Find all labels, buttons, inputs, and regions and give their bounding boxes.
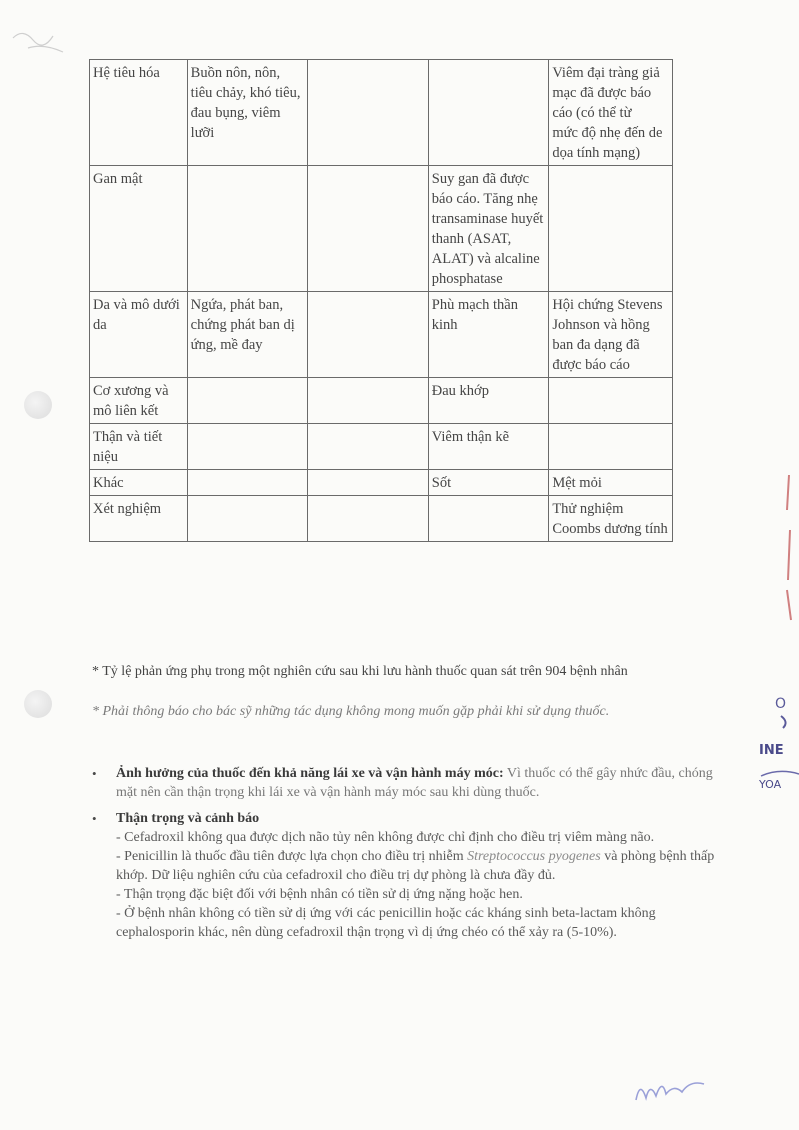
table-cell: Viêm thận kẽ (428, 424, 549, 470)
table-cell: Mệt mỏi (549, 470, 673, 496)
section-driving-text: Vì thuốc có thể gây nhức đầu, chóng mặt nên cần thận trọng khi lái xe và vận hành máy móc sau khi dùng thuốc. (116, 766, 713, 800)
section-driving (90, 764, 730, 802)
table-cell (187, 166, 308, 292)
table-cell (187, 424, 308, 470)
section-caution-title: Thận trọng và cảnh báo (116, 811, 260, 826)
table-cell: Phù mạch thần kinh (428, 292, 549, 378)
table-cell (187, 378, 308, 424)
table-cell: Thử nghiệm Coombs dương tính (549, 496, 673, 542)
table-cell (308, 496, 429, 542)
table-cell (308, 292, 429, 378)
table-cell: Hệ tiêu hóa (90, 60, 188, 166)
edge-pen-mark (781, 470, 795, 630)
svg-text:INE: INE (759, 743, 784, 758)
section-caution (90, 809, 730, 942)
table-cell: Hội chứng Stevens Johnson và hồng ban đa dạng đã được báo cáo (549, 292, 673, 378)
table-cell: Cơ xương và mô liên kết (90, 378, 188, 424)
table-cell: Xét nghiệm (90, 496, 188, 542)
table-cell (308, 60, 429, 166)
caution-item-3: - Thận trọng đặc biệt đối với bệnh nhân có tiền sử dị ứng nặng hoặc hen. (116, 887, 523, 902)
table-cell: Sốt (428, 470, 549, 496)
table-row (90, 292, 673, 378)
sections (90, 764, 730, 949)
table-row (90, 378, 673, 424)
table-cell: Thận và tiết niệu (90, 424, 188, 470)
caution-item-2: - Penicillin là thuốc đầu tiên được lựa chọn cho điều trị nhiễm Streptococcus pyogenes và phòng bệnh thấp khớp. Dữ liệu nghiên cứu của cefadroxil cho điều trị dự phòng là chưa đầy đủ. (116, 849, 715, 883)
corner-scribble (8, 18, 78, 58)
signature-scribble (630, 1072, 710, 1108)
table-row (90, 166, 673, 292)
table-cell: Ngứa, phát ban, chứng phát ban dị ứng, mề đay (187, 292, 308, 378)
table-row (90, 60, 673, 166)
bullet-icon: • (92, 766, 97, 781)
table-cell (428, 60, 549, 166)
punch-hole-lower (24, 690, 52, 718)
section-driving-title: Ảnh hưởng của thuốc đến khả năng lái xe và vận hành máy móc: (116, 766, 504, 781)
table-cell: Buồn nôn, nôn, tiêu chảy, khó tiêu, đau bụng, viêm lưỡi (187, 60, 308, 166)
table-cell: Viêm đại tràng giả mạc đã được báo cáo (có thể từ mức độ nhẹ đến de dọa tính mạng) (549, 60, 673, 166)
table-cell (187, 470, 308, 496)
stamp-fragment (759, 680, 799, 810)
table-row (90, 470, 673, 496)
table-cell (308, 470, 429, 496)
table-cell: Suy gan đã được báo cáo. Tăng nhẹ transaminase huyết thanh (ASAT, ALAT) và alcaline phosphatase (428, 166, 549, 292)
adverse-reactions-table (89, 59, 673, 542)
footnote-report: * Phải thông báo cho bác sỹ những tác dụng không mong muốn gặp phải khi sử dụng thuốc. (92, 704, 610, 719)
table-cell: Gan mật (90, 166, 188, 292)
bullet-icon: • (92, 811, 97, 826)
table-row (90, 496, 673, 542)
table-cell (549, 378, 673, 424)
table-cell (308, 378, 429, 424)
svg-text:O: O (775, 696, 787, 712)
svg-text:YOA: YOA (759, 778, 782, 791)
caution-item-1: - Cefadroxil không qua được dịch não tủy nên không được chỉ định cho điều trị viêm màng não. (116, 830, 655, 845)
caution-item-4: - Ở bệnh nhân không có tiền sử dị ứng với các penicillin hoặc các kháng sinh beta-lactam không cephalosporin khác, nên dùng cefadroxil thận trọng vì dị ứng chéo có thể xảy ra (5-10%). (116, 906, 656, 940)
footnote-incidence: * Tỷ lệ phản ứng phụ trong một nghiên cứu sau khi lưu hành thuốc quan sát trên 904 bệnh nhân (92, 664, 628, 679)
table-cell (308, 424, 429, 470)
punch-hole-upper (24, 391, 52, 419)
table-cell (187, 496, 308, 542)
table-cell (308, 166, 429, 292)
table-cell (549, 166, 673, 292)
table-row (90, 424, 673, 470)
table-cell: Đau khớp (428, 378, 549, 424)
table-cell (549, 424, 673, 470)
table-cell: Khác (90, 470, 188, 496)
table-cell: Da và mô dưới da (90, 292, 188, 378)
table-cell (428, 496, 549, 542)
